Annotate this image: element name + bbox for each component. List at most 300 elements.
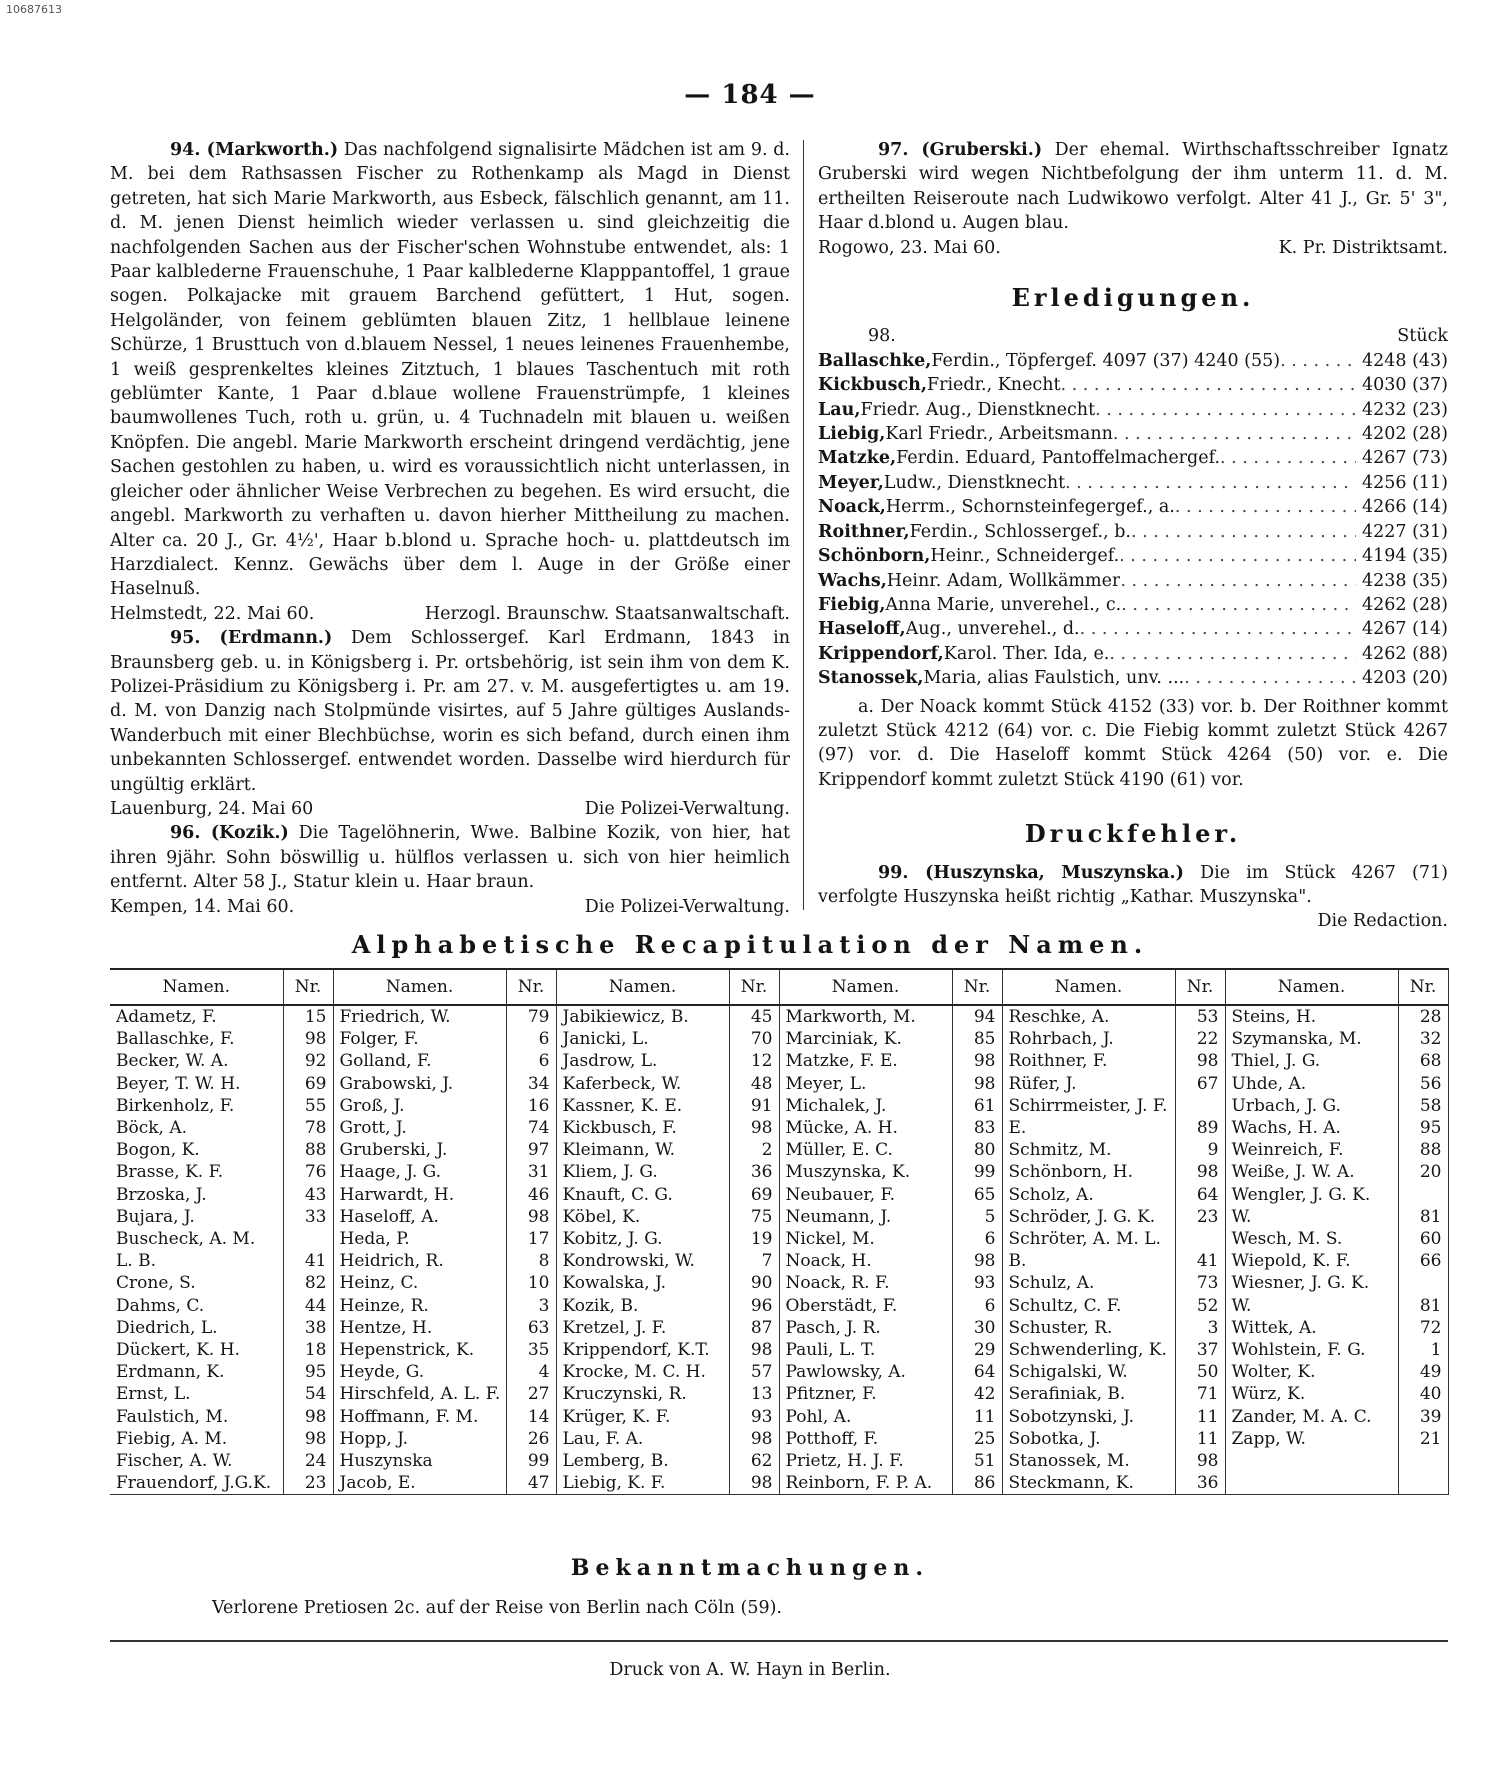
- recap-title: Alphabetische Recapitulation der Namen.: [351, 930, 1149, 959]
- erledigung-name: Schönborn,: [818, 546, 931, 567]
- recap-name-cell: Hentze, H.: [339, 1317, 433, 1338]
- recap-name-cell: Krüger, K. F.: [562, 1406, 671, 1427]
- recap-header-name: Namen.: [1002, 969, 1175, 1005]
- recap-name-cell: Kleimann, W.: [562, 1140, 676, 1161]
- recap-nr-cell: [1175, 1228, 1225, 1250]
- recap-nr-cell: 46: [506, 1184, 556, 1206]
- erledigung-details: Heinr. Adam, Wollkämmer: [886, 570, 1121, 591]
- recap-nr-cell: 21: [1398, 1428, 1448, 1450]
- recap-name-cell: Kobitz, J. G.: [562, 1229, 663, 1250]
- recap-nr-cell: 64: [1175, 1184, 1225, 1206]
- recap-nr-cell: 88: [1398, 1139, 1448, 1161]
- dot-leader: [1061, 373, 1356, 397]
- recap-row: [110, 1073, 1448, 1095]
- erledigungen-title: Erledigungen.: [1011, 283, 1255, 313]
- erledigung-details: Herrm., Schornsteinfegergef., a.: [885, 497, 1175, 518]
- recap-row: [110, 1272, 1448, 1294]
- recap-name-cell: Wiepold, K. F.: [1231, 1251, 1351, 1272]
- recap-name-cell: Heidrich, R.: [339, 1251, 444, 1272]
- recap-name-cell: Matzke, F. E.: [785, 1051, 898, 1072]
- recap-name-cell: Noack, R. F.: [785, 1273, 890, 1294]
- recap-name-cell: Liebig, K. F.: [556, 1472, 729, 1495]
- recap-name-cell: L. B.: [116, 1251, 156, 1272]
- recap-name-cell: Wiesner, J. G. K.: [1231, 1273, 1370, 1294]
- erledigungen-list: [818, 349, 1448, 691]
- recap-nr-cell: 12: [729, 1050, 779, 1072]
- recap-nr-cell: 2: [729, 1139, 779, 1161]
- recap-name-cell: Urbach, J. G.: [1231, 1095, 1341, 1116]
- recap-nr-cell: 10: [506, 1272, 556, 1294]
- erledigung-entry: [818, 349, 1448, 373]
- recap-name-cell: Zapp, W.: [1231, 1428, 1306, 1449]
- notice-96-place: Kempen, 14. Mai 60.: [110, 896, 295, 917]
- recap-nr-cell: 47: [506, 1472, 556, 1495]
- erledigung-name: Krippendorf,: [818, 643, 944, 664]
- recap-nr-cell: 53: [1175, 1005, 1225, 1028]
- recap-name-cell: Würz, K.: [1231, 1384, 1306, 1405]
- notice-96-text: Die Tagelöhnerin, Wwe. Balbine Kozik, von hier, hat ihren 9jähr. Sohn böswillig u. hülflos verlassen u. sich von hier heimlich entfernt. Alter 58 J., Statur klein u. Haar braun.: [110, 823, 790, 893]
- recap-header-nr: Nr.: [1175, 969, 1225, 1005]
- recap-row: [110, 1406, 1448, 1428]
- recap-nr-cell: 99: [952, 1161, 1002, 1183]
- recap-name-cell: Brzoska, J.: [116, 1184, 207, 1205]
- notice-97: [818, 138, 1448, 236]
- erledigung-details: Friedr. Aug., Dienstknecht: [860, 399, 1096, 420]
- recap-name-cell: Schwenderling, K.: [1008, 1340, 1167, 1361]
- erledigung-name: Roithner,: [818, 521, 910, 542]
- recap-name-cell: Böck, A.: [116, 1118, 188, 1139]
- recap-nr-cell: 6: [952, 1295, 1002, 1317]
- recap-nr-cell: [1398, 1450, 1448, 1472]
- recap-row: [110, 1028, 1448, 1050]
- recap-nr-cell: 98: [729, 1472, 779, 1495]
- erledigung-entry: [818, 495, 1448, 519]
- dot-leader: [1131, 520, 1356, 544]
- recap-name-cell: Kruczynski, R.: [562, 1384, 687, 1405]
- recap-name-cell: Ernst, L.: [116, 1384, 191, 1405]
- recap-nr-cell: 94: [952, 1005, 1002, 1028]
- erledigung-entry: [818, 422, 1448, 446]
- recap-name-cell: Sobotzynski, J.: [1008, 1406, 1135, 1427]
- recap-nr-cell: 34: [506, 1073, 556, 1095]
- erledigung-entry: [818, 471, 1448, 495]
- erledigung-details: Ferdin., Töpfergef. 4097 (37) 4240 (55): [931, 350, 1281, 371]
- notice-95: [110, 626, 790, 797]
- erledigung-name: Lau,: [818, 399, 861, 420]
- recap-row: [110, 1095, 1448, 1117]
- recap-nr-cell: 62: [729, 1450, 779, 1472]
- recap-name-cell: Lau, F. A.: [562, 1428, 644, 1449]
- recap-name-cell: Grabowski, J.: [339, 1073, 454, 1094]
- notice-99-head: 99. (Huszynska, Muszynska.): [878, 862, 1184, 883]
- recap-nr-cell: 81: [1398, 1206, 1448, 1228]
- recap-name-cell: Hirschfeld, A. L. F.: [339, 1384, 501, 1405]
- recap-name-cell: Schönborn, H.: [1008, 1162, 1134, 1183]
- recap-name-cell: Wolter, K.: [1231, 1362, 1316, 1383]
- recap-nr-cell: 60: [1398, 1228, 1448, 1250]
- recap-nr-cell: 50: [1175, 1361, 1225, 1383]
- recap-name-cell: Harwardt, H.: [339, 1184, 455, 1205]
- recap-nr-cell: 24: [283, 1450, 333, 1472]
- erledigung-entry: [818, 642, 1448, 666]
- recap-name-cell: Szymanska, M.: [1231, 1029, 1362, 1050]
- recap-name-cell: Knauft, C. G.: [562, 1184, 673, 1205]
- recap-name-cell: Oberstädt, F.: [785, 1295, 898, 1316]
- recap-name-cell: Bujara, J.: [116, 1206, 195, 1227]
- erledigung-name: Stanossek,: [818, 668, 924, 689]
- recap-nr-cell: 41: [1175, 1250, 1225, 1272]
- recap-header-nr: Nr.: [283, 969, 333, 1005]
- recap-nr-cell: 43: [283, 1184, 333, 1206]
- printer-imprint: Druck von A. W. Hayn in Berlin.: [609, 1660, 891, 1680]
- recap-nr-cell: 33: [283, 1206, 333, 1228]
- druckfehler-title: Druckfehler.: [1024, 819, 1242, 849]
- recap-nr-cell: 41: [283, 1250, 333, 1272]
- erledigung-name: Meyer,: [818, 472, 884, 493]
- recap-name-cell: Nickel, M.: [785, 1229, 875, 1250]
- notice-97-authority: K. Pr. Distriktsamt.: [1278, 237, 1448, 258]
- erledigung-entry: [818, 666, 1448, 690]
- recap-name-cell: Faulstich, M.: [116, 1406, 229, 1427]
- recap-name-cell: Rüfer, J.: [1008, 1073, 1077, 1094]
- erledigung-stueck: 4266 (14): [1361, 497, 1448, 518]
- recap-name-cell: Pohl, A.: [785, 1406, 852, 1427]
- recap-nr-cell: 98: [729, 1339, 779, 1361]
- recap-name-cell: Kowalska, J.: [562, 1273, 666, 1294]
- recap-nr-cell: 5: [952, 1206, 1002, 1228]
- recap-nr-cell: 93: [729, 1406, 779, 1428]
- recap-nr-cell: 97: [506, 1139, 556, 1161]
- recap-nr-cell: 57: [729, 1361, 779, 1383]
- dot-leader: [1120, 569, 1356, 593]
- erledigung-entry: [818, 446, 1448, 470]
- recap-name-cell: Kliem, J. G.: [562, 1162, 658, 1183]
- recap-nr-cell: 76: [283, 1161, 333, 1183]
- recap-nr-cell: 54: [283, 1383, 333, 1405]
- erledigung-stueck: 4267 (14): [1361, 619, 1448, 640]
- recap-name-cell: [1225, 1472, 1398, 1495]
- recap-nr-cell: 73: [1175, 1272, 1225, 1294]
- recap-header-nr: Nr.: [952, 969, 1002, 1005]
- recap-nr-cell: 30: [952, 1317, 1002, 1339]
- recap-name-cell: Brasse, K. F.: [116, 1162, 224, 1183]
- column-divider: [803, 140, 804, 910]
- recap-name-cell: Haseloff, A.: [339, 1206, 439, 1227]
- erledigung-name: Ballaschke,: [818, 350, 932, 371]
- dot-leader: [1280, 349, 1356, 373]
- erledigung-entry: [818, 373, 1448, 397]
- recap-nr-cell: 98: [952, 1073, 1002, 1095]
- recap-nr-cell: 70: [729, 1028, 779, 1050]
- recap-nr-cell: 14: [506, 1406, 556, 1428]
- erledigung-name: Fiebig,: [818, 594, 886, 615]
- notice-94-authority: Herzogl. Braunschw. Staatsanwaltschaft.: [424, 603, 790, 624]
- recap-name-cell: Jabikiewicz, B.: [562, 1007, 689, 1027]
- recap-name-cell: Weiße, J. W. A.: [1231, 1162, 1355, 1183]
- recap-name-cell: Pauli, L. T.: [785, 1340, 876, 1361]
- recap-name-cell: Pfitzner, F.: [785, 1384, 877, 1405]
- recap-name-cell: Scholz, A.: [1008, 1184, 1094, 1205]
- recap-nr-cell: 96: [729, 1295, 779, 1317]
- recap-nr-cell: 52: [1175, 1295, 1225, 1317]
- notice-97-text: Der ehemal. Wirthschaftsschreiber Ignatz Gruberski wird wegen Nichtbefolgung der ihm unterm 11. d. M. ertheilten Reiseroute nach Ludwikowo verfolgt. Alter 41 J., Gr. 5' 3", Haar d.blond u. Augen blau.: [818, 140, 1448, 234]
- recap-nr-cell: 98: [952, 1250, 1002, 1272]
- notice-94-head: 94. (Markworth.): [170, 140, 339, 160]
- recap-name-cell: Kondrowski, W.: [562, 1251, 695, 1272]
- recap-name-cell: Schirrmeister, J. F.: [1008, 1095, 1168, 1116]
- recap-name-cell: Wohlstein, F. G.: [1231, 1340, 1366, 1361]
- recap-nr-cell: 90: [729, 1272, 779, 1294]
- recap-name-cell: E.: [1008, 1118, 1027, 1139]
- recap-name-cell: W.: [1231, 1206, 1252, 1227]
- recap-header-name: Namen.: [333, 969, 506, 1005]
- recap-nr-cell: 26: [506, 1428, 556, 1450]
- erledigungen-number: 98.: [868, 326, 896, 347]
- recap-header-name: Namen.: [556, 969, 729, 1005]
- recap-nr-cell: 19: [729, 1228, 779, 1250]
- recap-name-cell: Schultz, C. F.: [1008, 1295, 1122, 1316]
- recap-nr-cell: 3: [1175, 1317, 1225, 1339]
- recap-name-cell: Wittek, A.: [1231, 1317, 1317, 1338]
- erledigungen-stueck-label: Stück: [1397, 326, 1448, 347]
- recap-nr-cell: 99: [506, 1450, 556, 1472]
- recap-name-cell: Krocke, M. C. H.: [562, 1362, 706, 1383]
- erledigung-entry: [818, 520, 1448, 544]
- notice-94-signature: [110, 602, 790, 626]
- recap-nr-cell: 69: [729, 1184, 779, 1206]
- recap-name-cell: Kaferbeck, W.: [562, 1073, 682, 1094]
- recap-nr-cell: 86: [952, 1472, 1002, 1495]
- recap-nr-cell: 83: [952, 1117, 1002, 1139]
- notice-99-authority: Die Redaction.: [1317, 911, 1448, 932]
- erledigung-name: Matzke,: [818, 448, 897, 469]
- recap-name-cell: B.: [1008, 1251, 1027, 1272]
- recap-name-cell: Ballaschke, F.: [116, 1029, 235, 1050]
- recap-nr-cell: 98: [1175, 1450, 1225, 1472]
- recap-name-cell: Heyde, G.: [339, 1362, 425, 1383]
- dot-leader: [1121, 593, 1356, 617]
- recap-nr-cell: 23: [1175, 1206, 1225, 1228]
- erledigung-entry: [818, 569, 1448, 593]
- recap-name-cell: Schuster, R.: [1008, 1317, 1113, 1338]
- recap-nr-cell: 23: [283, 1472, 333, 1495]
- recap-row: [110, 1383, 1448, 1405]
- recap-name-cell: Wesch, M. S.: [1231, 1229, 1343, 1250]
- erledigung-details: Karol. Ther. Ida, e.: [943, 643, 1110, 664]
- erledigung-details: Ludw., Dienstknecht: [883, 472, 1066, 493]
- recap-nr-cell: 80: [952, 1139, 1002, 1161]
- recap-name-cell: Kretzel, J. F.: [562, 1317, 667, 1338]
- erledigung-stueck: 4262 (88): [1361, 643, 1448, 664]
- erledigung-details: Heinr., Schneidergef.: [930, 546, 1120, 567]
- erledigung-stueck: 4238 (35): [1361, 570, 1448, 591]
- recap-row: [110, 1184, 1448, 1206]
- erledigung-name: Wachs,: [818, 570, 887, 591]
- page-number: — 184 —: [684, 80, 816, 110]
- recap-name-cell: Schigalski, W.: [1008, 1362, 1128, 1383]
- recap-nr-cell: 98: [506, 1206, 556, 1228]
- recap-nr-cell: 98: [729, 1117, 779, 1139]
- bekanntmachungen-title: Bekanntmachungen.: [570, 1555, 930, 1581]
- recap-nr-cell: 37: [1175, 1339, 1225, 1361]
- recap-name-cell: Reschke, A.: [1008, 1007, 1110, 1027]
- recap-nr-cell: 74: [506, 1117, 556, 1139]
- recap-name-cell: Buscheck, A. M.: [116, 1229, 256, 1250]
- recap-name-cell: Prietz, H. J. F.: [785, 1451, 904, 1472]
- notice-99-text: Die im Stück 4267 (71) verfolgte Huszynska heißt richtig „Kathar. Muszynska".: [818, 862, 1448, 907]
- recap-name-cell: Michalek, J.: [785, 1095, 887, 1116]
- recap-nr-cell: 11: [952, 1406, 1002, 1428]
- recap-nr-cell: 7: [729, 1250, 779, 1272]
- recap-name-cell: Heinz, C.: [339, 1273, 419, 1294]
- recap-name-cell: Schulz, A.: [1008, 1273, 1095, 1294]
- recap-name-cell: Adametz, F.: [116, 1007, 217, 1027]
- recap-nr-cell: 27: [506, 1383, 556, 1405]
- recap-nr-cell: 17: [506, 1228, 556, 1250]
- erledigung-stueck: 4232 (23): [1361, 399, 1448, 420]
- notice-95-place: Lauenburg, 24. Mai 60: [110, 798, 314, 819]
- recap-name-cell: Dückert, K. H.: [116, 1340, 240, 1361]
- recap-name-cell: Krippendorf, K.T.: [562, 1340, 710, 1361]
- recap-row: [110, 1339, 1448, 1361]
- erledigung-entry: [818, 398, 1448, 422]
- recap-name-cell: Kickbusch, F.: [562, 1118, 677, 1139]
- erledigung-stueck: 4262 (28): [1361, 594, 1448, 615]
- erledigung-details: Ferdin., Schlossergef., b.: [909, 521, 1131, 542]
- erledigung-details: Aug., unverehel., d.: [905, 619, 1080, 640]
- erledigungen-notes: a. Der Noack kommt Stück 4152 (33) vor. b. Der Roithner kommt zuletzt Stück 4212 (64) vor. c. Die Fiebig kommt zuletzt Stück 4267 (97) vor. d. Die Haseloff kommt Stück 4264 (50) vor. e. Die Krippendorf kommt zuletzt Stück 4190 (61) vor.: [818, 696, 1448, 790]
- erledigung-name: Haseloff,: [818, 619, 906, 640]
- recap-nr-cell: 71: [1175, 1383, 1225, 1405]
- recap-nr-cell: 4: [506, 1361, 556, 1383]
- recap-nr-cell: 63: [506, 1317, 556, 1339]
- recap-row: [110, 1228, 1448, 1250]
- recap-name-cell: Mücke, A. H.: [785, 1118, 898, 1139]
- recap-name-cell: W.: [1231, 1295, 1252, 1316]
- recap-name-cell: Birkenholz, F.: [116, 1095, 235, 1116]
- recap-nr-cell: 93: [952, 1272, 1002, 1294]
- notice-97-place: Rogowo, 23. Mai 60.: [818, 237, 1001, 258]
- recap-nr-cell: 98: [729, 1428, 779, 1450]
- recap-name-cell: Zander, M. A. C.: [1231, 1406, 1372, 1427]
- recap-name-cell: Markworth, M.: [785, 1007, 916, 1027]
- erledigung-details: Friedr., Knecht: [926, 375, 1061, 396]
- recap-name-cell: Serafiniak, B.: [1008, 1384, 1126, 1405]
- recap-name-cell: Folger, F.: [339, 1029, 419, 1050]
- recap-name-cell: Sobotka, J.: [1008, 1428, 1101, 1449]
- recap-name-cell: Becker, W. A.: [116, 1051, 229, 1072]
- erledigung-details: Maria, alias Faulstich, unv. ...: [923, 668, 1185, 689]
- recap-name-cell: Neubauer, F.: [785, 1184, 896, 1205]
- recap-nr-cell: 66: [1398, 1250, 1448, 1272]
- recap-header-name: Namen.: [110, 969, 283, 1005]
- recap-name-cell: Haage, J. G.: [339, 1162, 442, 1183]
- recap-header-nr: Nr.: [506, 969, 556, 1005]
- recap-nr-cell: [1398, 1184, 1448, 1206]
- recap-row: [110, 1050, 1448, 1072]
- recap-nr-cell: 25: [952, 1428, 1002, 1450]
- recap-name-cell: Köbel, K.: [562, 1206, 641, 1227]
- dot-leader: [1220, 446, 1356, 470]
- recap-nr-cell: 20: [1398, 1161, 1448, 1183]
- right-column: [818, 138, 1448, 934]
- erledigung-details: Karl Friedr., Arbeitsmann: [885, 424, 1113, 445]
- recap-row: [110, 1206, 1448, 1228]
- recap-name-cell: Roithner, F.: [1008, 1051, 1108, 1072]
- left-column: [110, 138, 790, 919]
- recap-name-cell: Jacob, E.: [333, 1472, 506, 1495]
- recap-nr-cell: 88: [283, 1139, 333, 1161]
- recap-row: [110, 1161, 1448, 1183]
- recap-nr-cell: 98: [1175, 1050, 1225, 1072]
- dot-leader: [1184, 666, 1356, 690]
- bekanntmachungen-text: Verlorene Pretiosen 2c. auf der Reise von Berlin nach Cöln (59).: [212, 1598, 782, 1618]
- notice-95-authority: Die Polizei-Verwaltung.: [584, 798, 790, 819]
- notice-96-authority: Die Polizei-Verwaltung.: [584, 896, 790, 917]
- recap-nr-cell: 95: [1398, 1117, 1448, 1139]
- dot-leader: [1175, 495, 1356, 519]
- recap-name-cell: Meyer, L.: [785, 1073, 867, 1094]
- dot-leader: [1109, 642, 1356, 666]
- recap-name-cell: Lemberg, B.: [562, 1451, 669, 1472]
- recap-name-cell: Steckmann, K.: [1002, 1472, 1175, 1495]
- recap-nr-cell: 42: [952, 1383, 1002, 1405]
- recap-name-cell: Grott, J.: [339, 1118, 407, 1139]
- recap-name-cell: Huszynska: [339, 1451, 433, 1472]
- notice-95-head: 95. (Erdmann.): [170, 628, 333, 649]
- recap-nr-cell: 22: [1175, 1028, 1225, 1050]
- recap-nr-cell: 11: [1175, 1406, 1225, 1428]
- recap-nr-cell: 6: [952, 1228, 1002, 1250]
- recap-nr-cell: 98: [283, 1028, 333, 1050]
- recap-nr-cell: 8: [506, 1250, 556, 1272]
- recap-nr-cell: 44: [283, 1295, 333, 1317]
- recap-name-cell: Heda, P.: [339, 1229, 410, 1250]
- recap-nr-cell: 67: [1175, 1073, 1225, 1095]
- recap-nr-cell: 98: [283, 1406, 333, 1428]
- erledigung-entry: [818, 544, 1448, 568]
- recap-name-cell: Kozik, B.: [562, 1295, 639, 1316]
- recap-nr-cell: 3: [506, 1295, 556, 1317]
- recap-name-cell: Neumann, J.: [785, 1206, 892, 1227]
- recap-nr-cell: 6: [506, 1028, 556, 1050]
- recap-name-cell: Reinborn, F. P. A.: [779, 1472, 952, 1495]
- recap-name-cell: Schröter, A. M. L.: [1008, 1229, 1161, 1250]
- recap-name-cell: Gruberski, J.: [339, 1140, 448, 1161]
- erledigung-stueck: 4267 (73): [1361, 448, 1448, 469]
- recap-name-cell: Schmitz, M.: [1008, 1140, 1112, 1161]
- recap-nr-cell: [1175, 1095, 1225, 1117]
- dot-leader: [1095, 398, 1356, 422]
- notice-95-text: Dem Schlossergef. Karl Erdmann, 1843 in Braunsberg geb. u. in Königsberg i. Pr. ortsbehörig, ist sein ihm von dem K. Polizei-Präsidium zu Königsberg i. Pr. am 27. v. M. ausgefertigtes u. am 19. d. M. von Danzig nach Stolpmünde visirtes, auf 5 Jahre gültiges Auslands-Wanderbuch mit einer Blechbüchse, worin es sich befand, durch einen ihm unbekannten Schlossergef. entwendet worden. Dasselbe wird hierdurch für ungültig erklärt.: [110, 628, 790, 795]
- recap-nr-cell: 32: [1398, 1028, 1448, 1050]
- recap-row: [110, 1139, 1448, 1161]
- recap-nr-cell: 89: [1175, 1117, 1225, 1139]
- dot-leader: [1080, 617, 1356, 641]
- recap-nr-cell: 48: [729, 1073, 779, 1095]
- erledigung-details: Anna Marie, unverehel., c.: [885, 594, 1122, 615]
- recap-nr-cell: 31: [506, 1161, 556, 1183]
- recap-name-cell: Muszynska, K.: [785, 1162, 911, 1183]
- recap-name-cell: Stanossek, M.: [1008, 1451, 1130, 1472]
- recap-nr-cell: 65: [952, 1184, 1002, 1206]
- recap-nr-cell: 35: [506, 1339, 556, 1361]
- erledigung-stueck: 4203 (20): [1361, 668, 1448, 689]
- recap-row: [110, 1250, 1448, 1272]
- recap-header-row: [110, 969, 1448, 1005]
- recap-nr-cell: 98: [952, 1050, 1002, 1072]
- recap-nr-cell: 45: [729, 1005, 779, 1028]
